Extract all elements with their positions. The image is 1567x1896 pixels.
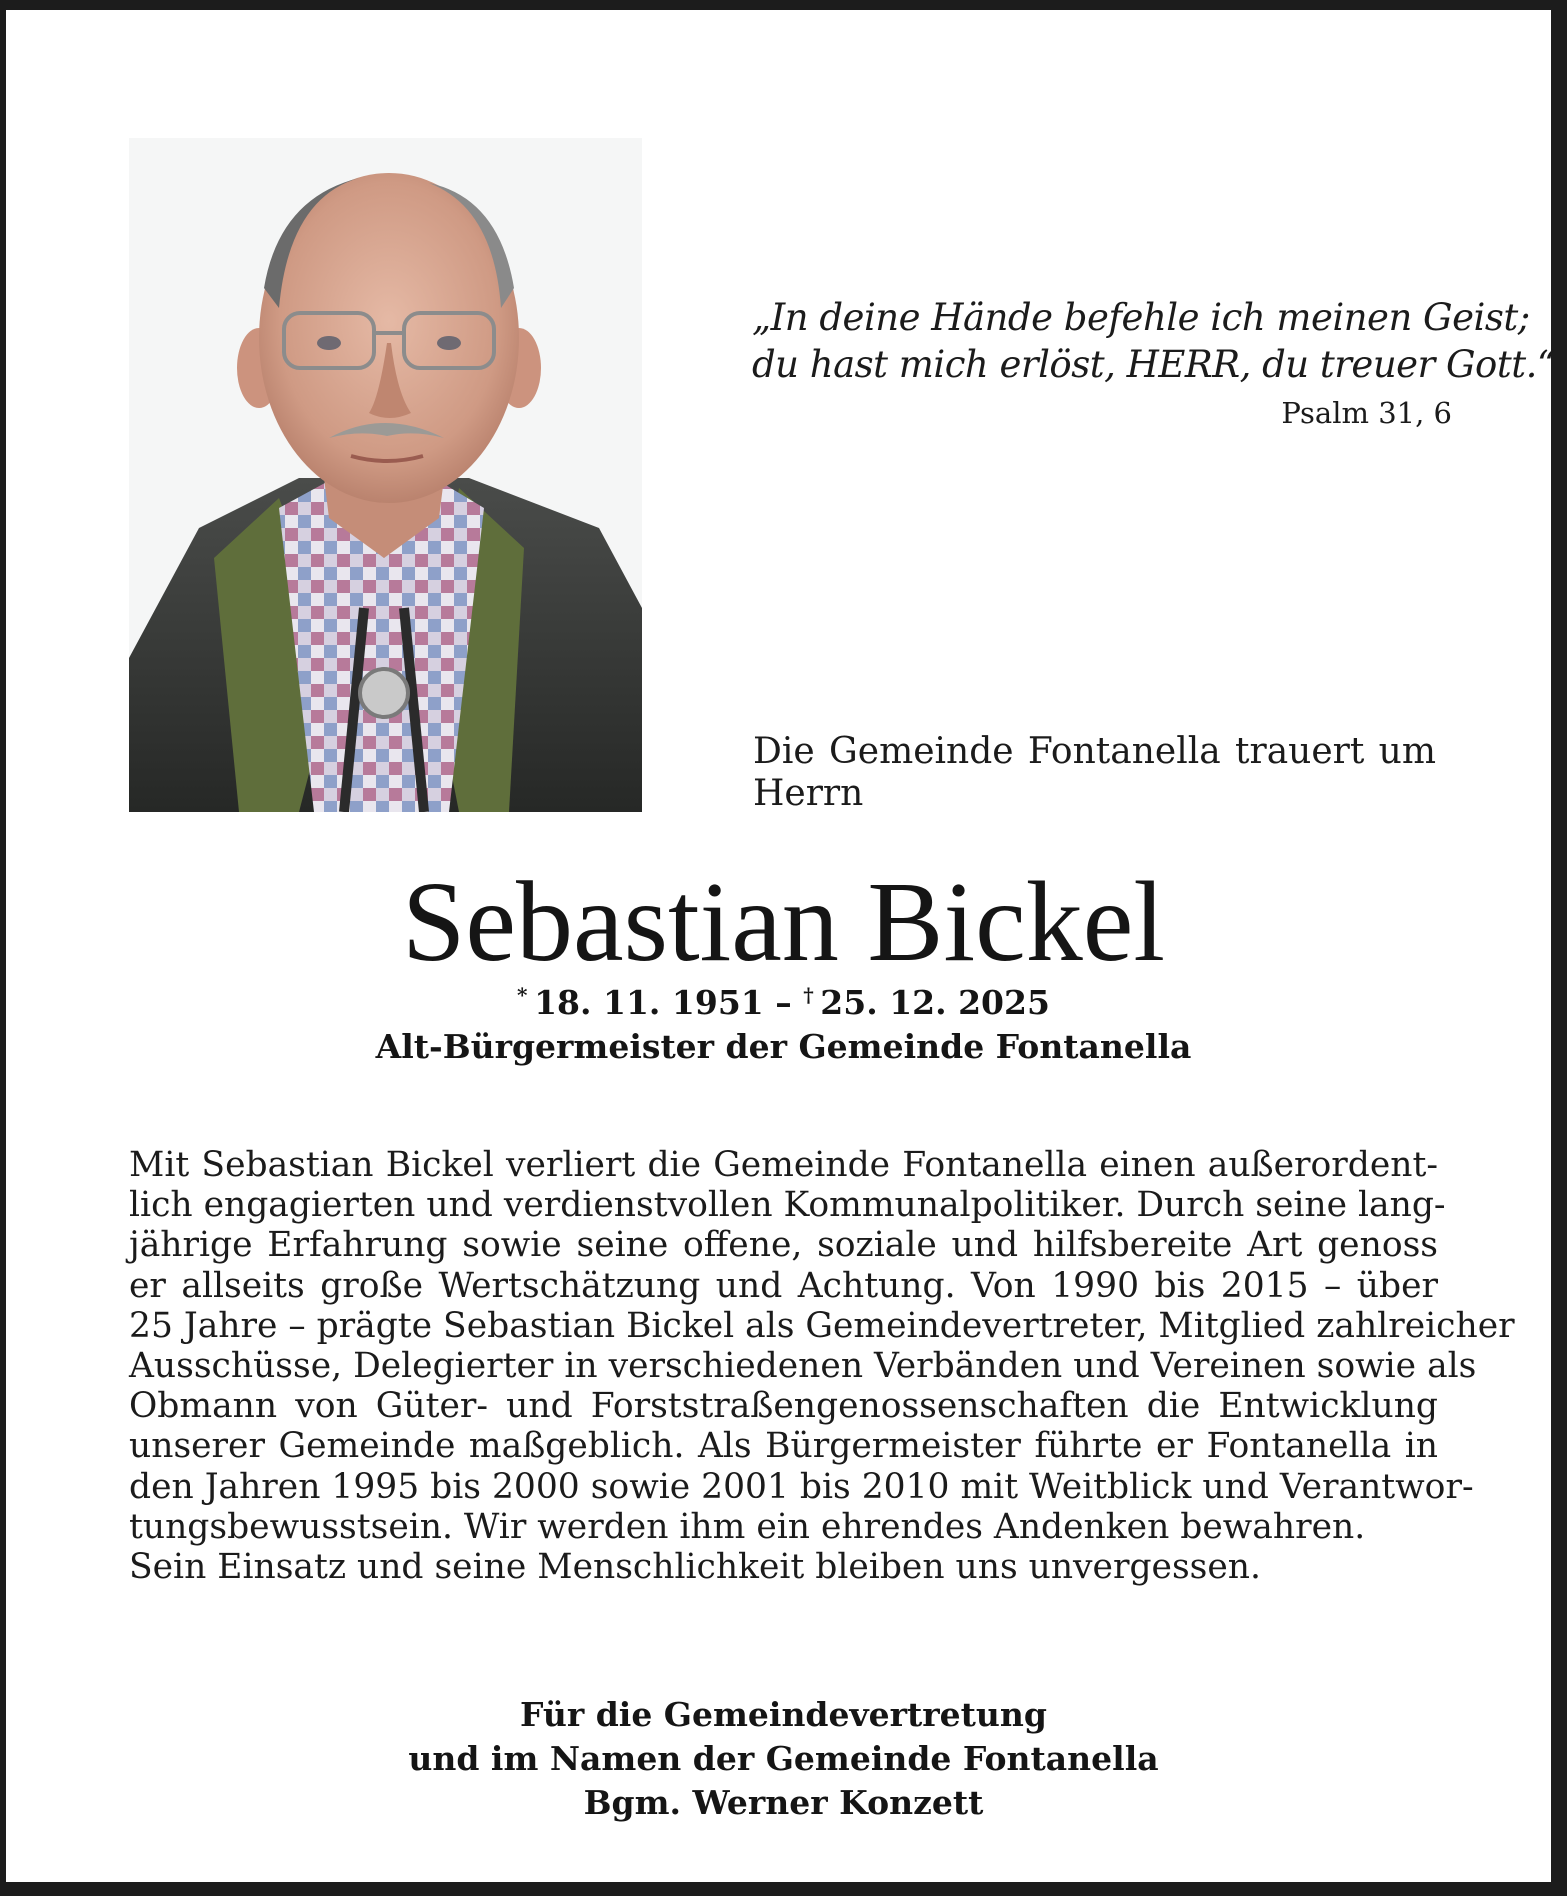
body-line: unserer Gemeinde maßgeblich. Als Bürgermeister führte er Fontanella in [129,1426,1438,1467]
signature-line-1: Für die Gemeindevertretung [520,1695,1047,1734]
quote-line-1: „In deine Hände befehle ich meinen Geist; [752,296,1530,339]
body-line: Mit Sebastian Bickel verliert die Gemeinde Fontanella einen außerordent- [129,1145,1438,1185]
body-line: 25 Jahre – prägte Sebastian Bickel als Gemeindevertreter, Mitglied zahlreicher [129,1305,1515,1346]
body-line: er allseits große Wertschätzung und Achtung. Von 1990 bis 2015 – über [129,1265,1438,1306]
death-date: 25. 12. 2025 [820,983,1050,1022]
life-dates [0,983,1567,1023]
obituary-text [129,1145,1515,1588]
bible-quote [752,294,1556,388]
body-line: den Jahren 1995 bis 2000 sowie 2001 bis 2010 mit Weitblick und Verantwor- [129,1466,1474,1507]
signature-line-2: und im Namen der Gemeinde Fontanella [408,1739,1159,1778]
body-line: Obmann von Güter- und Forststraßengenossenschaften die Entwicklung [129,1386,1438,1427]
portrait-photo [129,138,642,812]
signature-line-3: Bgm. Werner Konzett [583,1783,984,1822]
birth-symbol: * [517,983,528,1007]
body-line: jährige Erfahrung sowie seine offene, soziale und hilfsbereite Art genoss [129,1225,1438,1266]
signature-block [0,1693,1567,1825]
body-line: tungsbewusstsein. Wir werden ihm ein ehrendes Andenken bewahren. [129,1506,1366,1547]
birth-date: 18. 11. 1951 [534,983,764,1022]
quote-source: Psalm 31, 6 [1281,396,1452,430]
body-line: Sein Einsatz und seine Menschlichkeit bleiben uns unvergessen. [129,1547,1261,1588]
deceased-name: Sebastian Bickel [402,858,1165,985]
death-symbol: † [803,983,814,1007]
date-separator: – [763,983,804,1022]
quote-line-2: du hast mich erlöst, HERR, du treuer Gott.“ [752,343,1556,386]
body-line: lich engagierten und verdienstvollen Kommunalpolitiker. Durch seine lang- [129,1185,1446,1226]
mourning-intro: Die Gemeinde Fontanella trauert um Herrn [753,731,1436,814]
deceased-title: Alt-Bürgermeister der Gemeinde Fontanella [375,1027,1192,1066]
body-line: Ausschüsse, Delegierter in verschiedenen Verbänden und Vereinen sowie als [129,1346,1477,1387]
